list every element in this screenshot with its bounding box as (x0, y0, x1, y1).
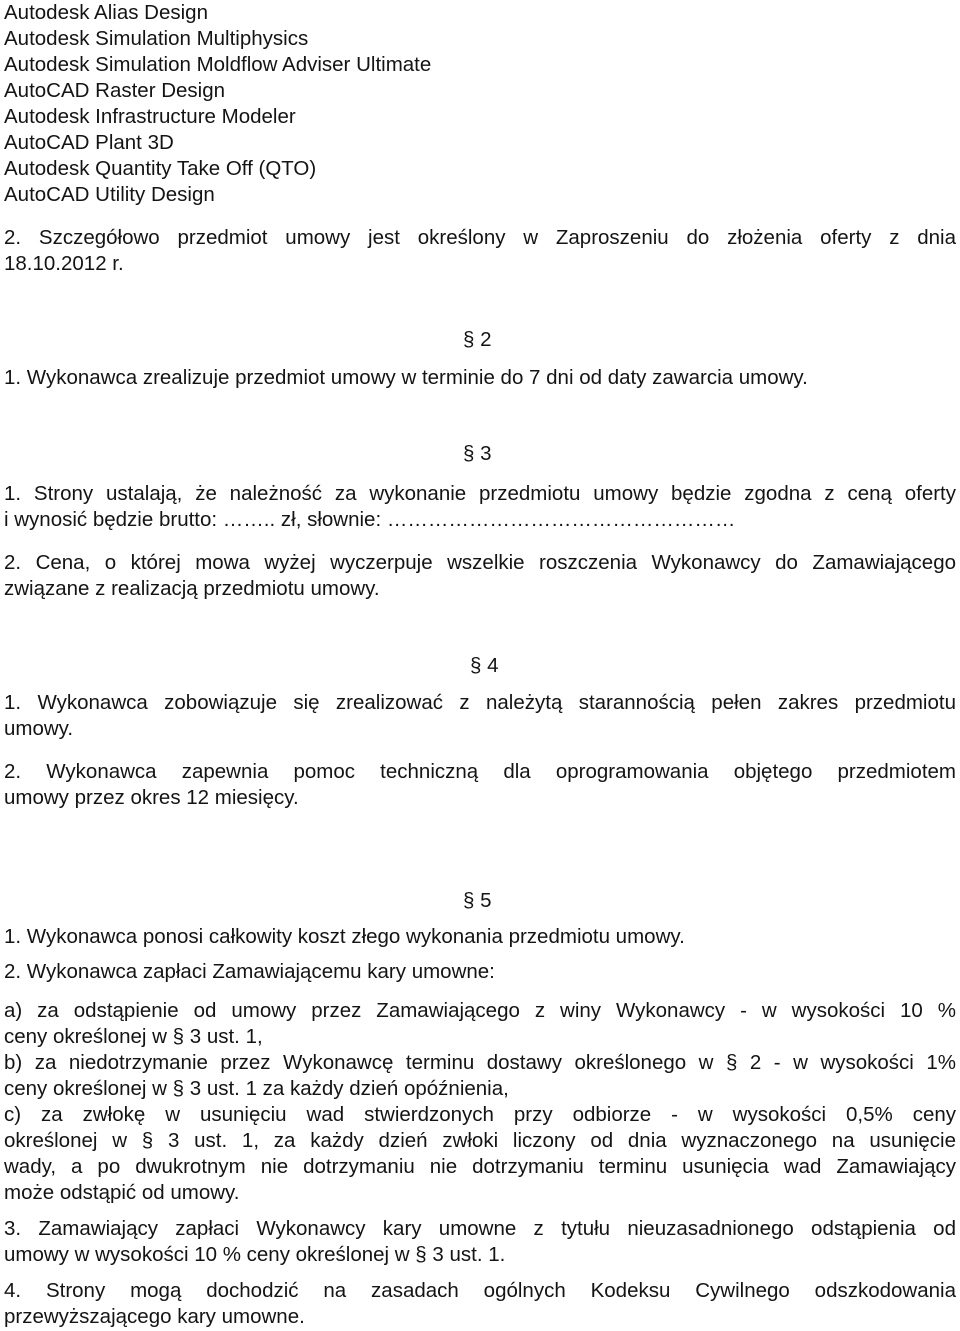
price-line (4, 507, 956, 533)
paragraph-line: 2. Wykonawca zapewnia pomoc techniczną dla oprogramowania objętego przedmiotem (4, 760, 956, 783)
paragraph-line: związane z realizacją przedmiotu umowy. (4, 577, 380, 600)
paragraph-line: 18.10.2012 r. (4, 252, 124, 275)
paragraph-line: 1. Strony ustalają, że należność za wykonanie przedmiotu umowy będzie zgodna z ceną oferty (4, 482, 956, 505)
penalty-c-line: określonej w § 3 ust. 1, za każdy dzień zwłoki liczony od dnia wyznaczonego na usunięcie (4, 1129, 956, 1152)
penalty-b-line: ceny określonej w § 3 ust. 1 za każdy dzień opóźnienia, (4, 1077, 509, 1100)
product-item: Autodesk Infrastructure Modeler (4, 105, 296, 128)
penalty-c-line: c) za zwłokę w usunięciu wad stwierdzonych przy odbiorze - w wysokości 0,5% ceny (4, 1103, 956, 1126)
paragraph-line: przewyższającego kary umowne. (4, 1305, 305, 1328)
section-heading-4: § 4 (470, 654, 499, 677)
product-item: AutoCAD Raster Design (4, 79, 226, 102)
paragraph-line: 2. Szczegółowo przedmiot umowy jest określony w Zaproszeniu do złożenia oferty z dnia (4, 226, 956, 249)
penalty-a-line: a) za odstąpienie od umowy przez Zamawiającego z winy Wykonawcy - w wysokości 10 % (4, 999, 956, 1022)
paragraph-line: 2. Cena, o której mowa wyżej wyczerpuje wszelkie roszczenia Wykonawcy do Zamawiającego (4, 551, 956, 574)
paragraph-line: umowy. (4, 717, 74, 740)
product-item: Autodesk Simulation Multiphysics (4, 27, 309, 50)
penalty-a-line: ceny określonej w § 3 ust. 1, (4, 1025, 263, 1048)
price-label: i wynosić będzie brutto: (4, 508, 223, 531)
paragraph-line: 4. Strony mogą dochodzić na zasadach ogólnych Kodeksu Cywilnego odszkodowania (4, 1279, 956, 1302)
price-words-label: zł, słownie: (275, 508, 387, 531)
section-heading-5: § 5 (463, 889, 492, 912)
penalty-c-line: może odstąpić od umowy. (4, 1181, 240, 1204)
paragraph-line: umowy w wysokości 10 % ceny określonej w § 3 ust. 1. (4, 1243, 506, 1266)
penalty-b-line: b) za niedotrzymanie przez Wykonawcę terminu dostawy określonego w § 2 - w wysokości 1% (4, 1051, 956, 1074)
penalty-c-line: wady, a po dwukrotnym nie dotrzymaniu nie dotrzymaniu terminu usunięcia wad Zamawiający (4, 1155, 956, 1178)
product-item: AutoCAD Plant 3D (4, 131, 174, 154)
price-words-blank: …………………………………………… (386, 508, 736, 531)
price-amount-blank: …….. (222, 508, 276, 531)
product-item: AutoCAD Utility Design (4, 183, 215, 206)
paragraph-line: 1. Wykonawca zrealizuje przedmiot umowy w terminie do 7 dni od daty zawarcia umowy. (4, 366, 808, 389)
section-heading-2: § 2 (463, 328, 492, 351)
product-item: Autodesk Alias Design (4, 1, 208, 24)
paragraph-line: 3. Zamawiający zapłaci Wykonawcy kary umowne z tytułu nieuzasadnionego odstąpienia od (4, 1217, 956, 1240)
product-item: Autodesk Quantity Take Off (QTO) (4, 157, 317, 180)
paragraph-line: umowy przez okres 12 miesięcy. (4, 786, 299, 809)
product-item: Autodesk Simulation Moldflow Adviser Ultimate (4, 53, 432, 76)
paragraph-line: 1. Wykonawca zobowiązuje się zrealizować z należytą starannością pełen zakres przedmiotu (4, 691, 956, 714)
paragraph-line: 2. Wykonawca zapłaci Zamawiającemu kary umowne: (4, 960, 495, 983)
paragraph-line: 1. Wykonawca ponosi całkowity koszt złego wykonania przedmiotu umowy. (4, 925, 685, 948)
section-heading-3: § 3 (463, 442, 492, 465)
